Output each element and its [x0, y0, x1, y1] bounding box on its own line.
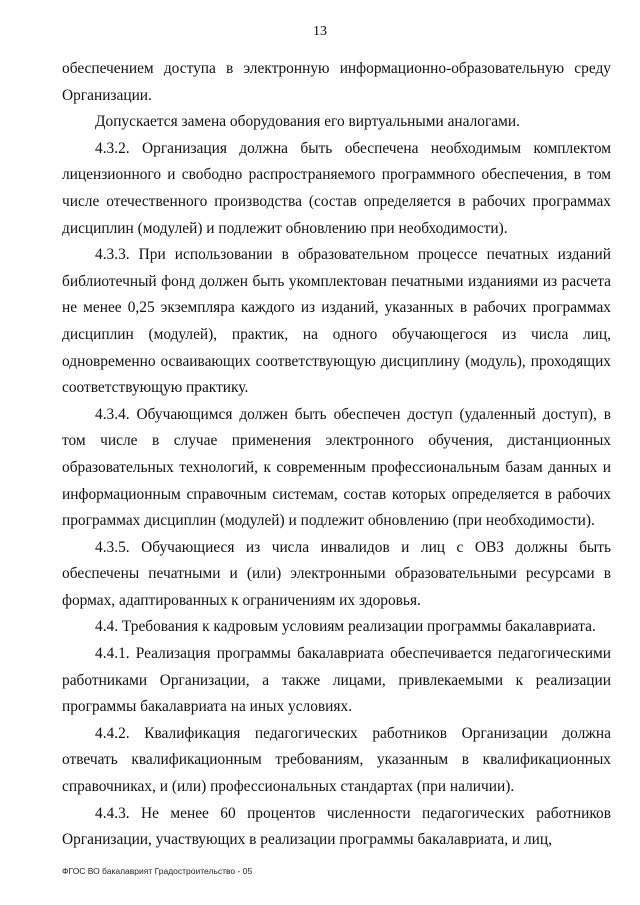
- paragraph-4-3-5: 4.3.5. Обучающиеся из числа инвалидов и лиц с ОВЗ должны быть обеспечены печатными и (или) электронными образовательными ресурсами в формах, адаптированных к ограничениям их здоровья.: [62, 538, 611, 609]
- paragraph-4-4: 4.4. Требования к кадровым условиям реализации программы бакалавриата.: [95, 618, 596, 636]
- paragraph-4-3-4: 4.3.4. Обучающимся должен быть обеспечен доступ (удаленный доступ), в том числе в случае применения электронного обучения, дистанционных образовательных технологий, к современным профессиональным базам данных и информационным справочным системам, состав которых определяется в рабочих программах дисциплин (модулей) и подлежит обновлению (при необходимости).: [62, 405, 611, 530]
- document-body: [62, 56, 611, 854]
- paragraph-4-4-2: 4.4.2. Квалификация педагогических работников Организации должна отвечать квалификационным требованиям, указанным в квалификационных справочниках, и (или) профессиональных стандартах (при наличии).: [62, 724, 611, 796]
- paragraph-4-3-2: 4.3.2. Организация должна быть обеспечена необходимым комплектом лицензионного и свободно распространяемого программного обеспечения, в том числе отечественного производства (состав определяется в рабочих программах дисциплин (модулей) и подлежит обновлению при необходимости).: [62, 139, 611, 237]
- paragraph-virtual-equipment: Допускается замена оборудования его виртуальными аналогами.: [95, 113, 520, 131]
- page-number: 13: [313, 24, 327, 39]
- paragraph-4-4-3: 4.4.3. Не менее 60 процентов численности педагогических работников Организации, участвующих в реализации программы бакалавриата, и лиц,: [62, 804, 611, 849]
- paragraph-continuation: обеспечением доступа в электронную информационно-образовательную среду Организации.: [62, 60, 611, 104]
- paragraph-4-4-1: 4.4.1. Реализация программы бакалавриата обеспечивается педагогическими работниками Организации, а также лицами, привлекаемыми к реализации программы бакалавриата на иных условиях.: [62, 645, 611, 716]
- paragraph-4-3-3: 4.3.3. При использовании в образовательном процессе печатных изданий библиотечный фонд должен быть укомплектован печатными изданиями из расчета не менее 0,25 экземпляра каждого из изданий, указанных в рабочих программах дисциплин (модулей), практик, на одного обучающегося из числа лиц, одновременно осваивающих соответствующую дисциплину (модуль), проходящих соответствующую практику.: [62, 246, 611, 397]
- page-footer: ФГОС ВО бакалаврият Градостроительство - 05: [62, 866, 253, 876]
